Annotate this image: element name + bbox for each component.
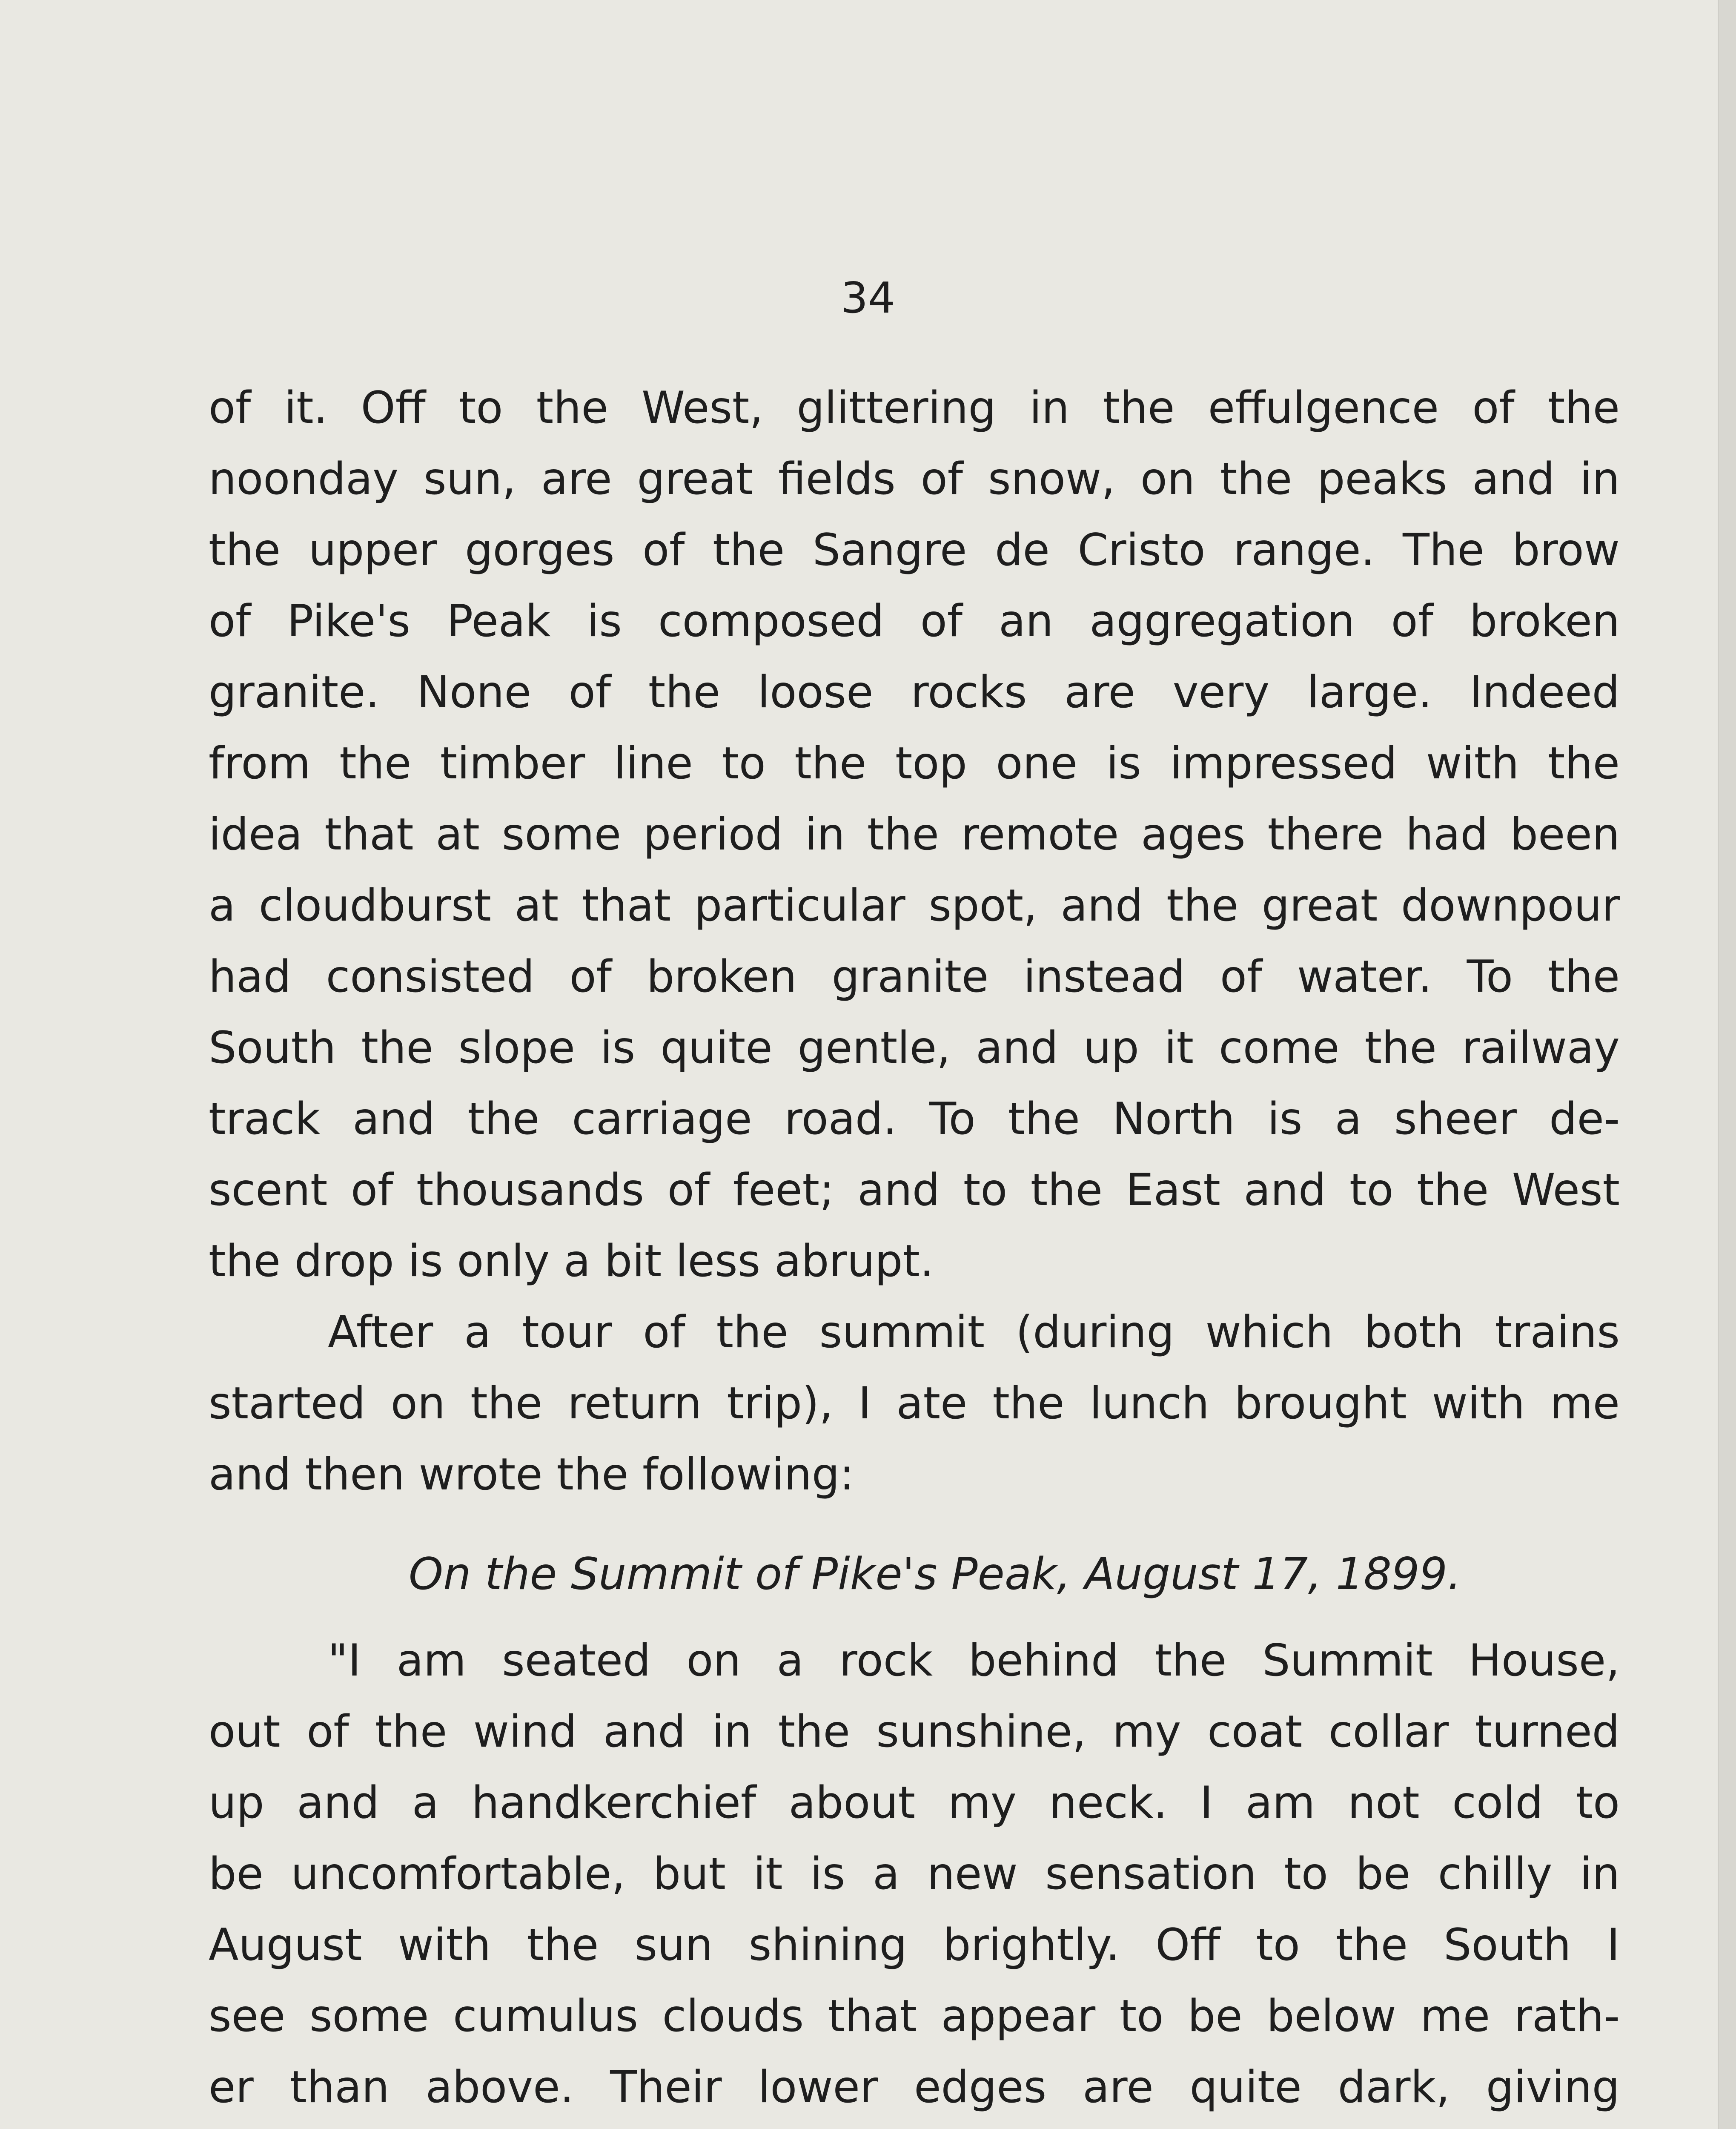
text-line: be uncomfortable, but it is a new sensation to be chilly in	[209, 1848, 1620, 1899]
text-line: er than above. Their lower edges are quite dark, giving	[209, 2062, 1620, 2113]
text-line: a cloudburst at that particular spot, and the great downpour	[209, 880, 1620, 931]
text-line: of Pike's Peak is composed of an aggregation of broken	[209, 596, 1620, 647]
text-line: from the timber line to the top one is impressed with the	[209, 738, 1620, 789]
text-line: idea that at some period in the remote ages there had been	[209, 809, 1620, 860]
text-line: the drop is only a bit less abrupt.	[209, 1236, 934, 1287]
text-line: of it. Off to the West, glittering in the effulgence of the	[209, 382, 1620, 433]
text-line: August with the sun shining brightly. Off to the South I	[209, 1920, 1620, 1971]
text-line: started on the return trip), I ate the lunch brought with me	[209, 1378, 1620, 1429]
text-line: up and a handkerchief about my neck. I am not cold to	[209, 1777, 1620, 1828]
text-line: "I am seated on a rock behind the Summit House,	[328, 1635, 1620, 1686]
text-line: After a tour of the summit (during which both trains	[328, 1307, 1620, 1358]
text-line: scent of thousands of feet; and to the East and to the West	[209, 1165, 1620, 1216]
text-line: track and the carriage road. To the North is a sheer de-	[209, 1093, 1620, 1145]
page-body	[209, 373, 1620, 2129]
text-line	[209, 2123, 1620, 2129]
text-line: see some cumulus clouds that appear to be below me rath-	[209, 1991, 1620, 2042]
text-line: out of the wind and in the sunshine, my coat collar turned	[209, 1706, 1620, 1757]
text-line: noonday sun, are great fields of snow, on the peaks and in	[209, 453, 1620, 505]
section-heading: On the Summit of Pike's Peak, August 17, 1899.	[409, 1549, 1461, 1600]
page-number: 34	[841, 273, 895, 323]
text-line: the upper gorges of the Sangre de Cristo range. The brow	[209, 525, 1620, 576]
text-line: granite. None of the loose rocks are very large. Indeed	[209, 667, 1620, 718]
text-line: had consisted of broken granite instead of water. To the	[209, 951, 1620, 1002]
text-line: South the slope is quite gentle, and up it come the railway	[209, 1022, 1620, 1073]
text-line: and then wrote the following:	[209, 1449, 854, 1500]
